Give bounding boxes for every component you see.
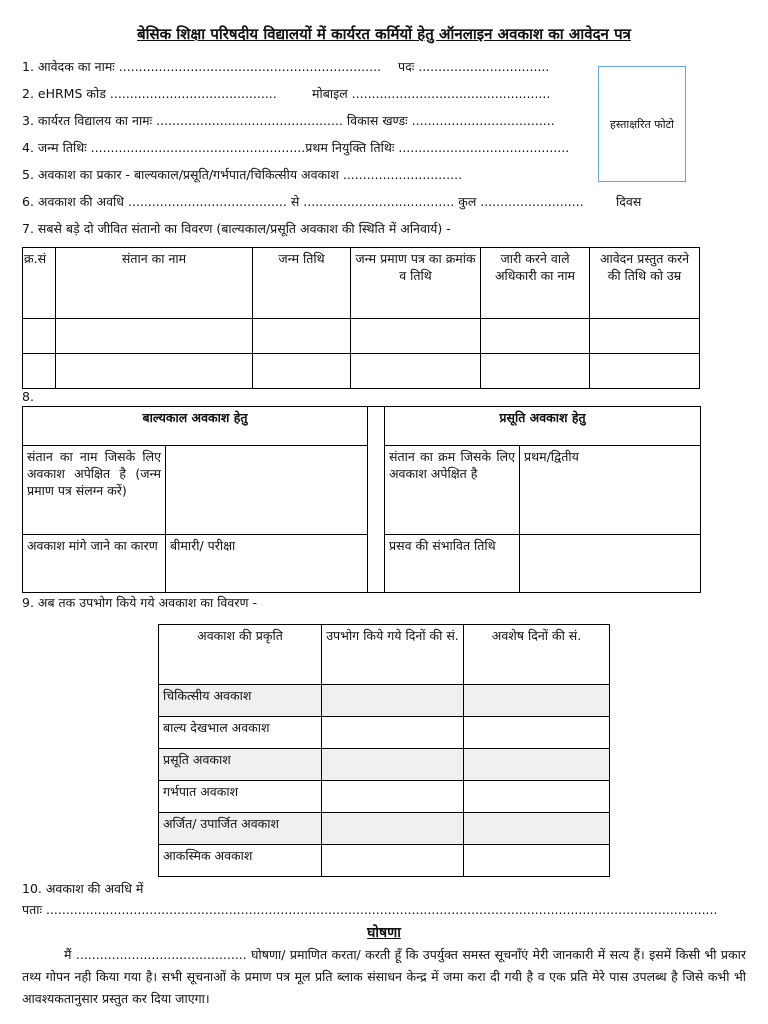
table-cell[interactable] <box>590 354 700 389</box>
table-row <box>159 813 610 845</box>
section-9-heading: 9. अब तक उपभोग किये गये अवकाश का विवरण - <box>22 595 257 610</box>
line-ehrms-code: 2. eHRMS कोड .......................................... <box>22 86 277 101</box>
line-leave-type: 5. अवकाश का प्रकार - बाल्यकाल/प्रसूति/गर्भपात/चिकित्सीय अवकाश .............................. <box>22 167 463 182</box>
children-table <box>22 247 700 389</box>
leave-balance-table <box>158 624 610 877</box>
leave-reason-value[interactable]: बीमारी/ परीक्षा <box>166 535 368 593</box>
leave-type-earned: अर्जित/ उपार्जित अवकाश <box>159 813 322 845</box>
child-name-value[interactable] <box>166 446 368 535</box>
table-cell[interactable] <box>464 749 610 781</box>
line-school-name: 3. कार्यरत विद्यालय का नामः ............................................... विकास खण्डः .................................... <box>22 113 555 128</box>
section-8-number: 8. <box>22 389 34 404</box>
table-cell[interactable] <box>351 319 481 354</box>
line-days: दिवस <box>616 194 642 209</box>
child-order-label: संतान का क्रम जिसके लिए अवकाश अपेक्षित है <box>385 446 520 535</box>
table-cell[interactable] <box>464 685 610 717</box>
col-header-age: आवेदन प्रस्तुत करने की तिथि को उम्र <box>590 248 700 319</box>
child-name-label: संतान का नाम जिसके लिए अवकाश अपेक्षित है (जन्म प्रमाण पत्र संलग्न करें) <box>23 446 166 535</box>
table-row <box>159 749 610 781</box>
table-cell[interactable] <box>56 319 253 354</box>
col-header-days-used: उपभोग किये गये दिनों की सं. <box>322 625 464 685</box>
table-cell[interactable] <box>351 354 481 389</box>
leave-type-miscarriage: गर्भपात अवकाश <box>159 781 322 813</box>
section-10-label: 10. अवकाश की अवधि में <box>22 881 144 896</box>
photo-box-label: हस्ताक्षरित फोटो <box>610 117 674 131</box>
declaration-title: घोषणा <box>367 925 401 941</box>
child-care-leave-header: बाल्यकाल अवकाश हेतु <box>23 407 368 446</box>
leave-type-child-care: बाल्य देखभाल अवकाश <box>159 717 322 749</box>
photo-box <box>598 66 686 182</box>
table-cell[interactable] <box>481 354 590 389</box>
table-cell[interactable] <box>322 749 464 781</box>
col-header-birth-date: जन्म तिथि <box>253 248 351 319</box>
table-cell[interactable] <box>322 781 464 813</box>
table-cell[interactable] <box>464 845 610 877</box>
table-cell[interactable] <box>464 781 610 813</box>
table-cell[interactable] <box>590 319 700 354</box>
table-row <box>23 354 700 389</box>
table-cell[interactable] <box>253 319 351 354</box>
line-children-details: 7. सबसे बड़े दो जीवित संतानो का विवरण (बाल्यकाल/प्रसूति अवकाश की स्थिति में अनिवार्य) - <box>22 221 451 236</box>
line-post: पदः ................................. <box>398 59 550 74</box>
table-cell[interactable] <box>322 845 464 877</box>
col-header-certificate: जन्म प्रमाण पत्र का क्रमांक व तिथि <box>351 248 481 319</box>
delivery-date-value[interactable] <box>520 535 701 593</box>
leave-type-maternity: प्रसूति अवकाश <box>159 749 322 781</box>
line-applicant-name: 1. आवेदक का नामः .................................................................. <box>22 59 382 74</box>
table-cell[interactable] <box>464 717 610 749</box>
table-cell[interactable] <box>23 354 56 389</box>
table-cell[interactable] <box>481 319 590 354</box>
col-header-days-remaining: अवशेष दिनों की सं. <box>464 625 610 685</box>
col-header-issuing-officer: जारी करने वाले अधिकारी का नाम <box>481 248 590 319</box>
declaration-text <box>22 944 746 1010</box>
section-8-table <box>22 406 701 593</box>
leave-type-casual: आकस्मिक अवकाश <box>159 845 322 877</box>
section-8-spacer <box>368 407 385 593</box>
line-mobile: मोबाइल .................................................. <box>312 86 551 101</box>
line-birth-date: 4. जन्म तिथिः ......................................................प्रथम नियुक्ति तिथिः ........................................... <box>22 140 570 155</box>
table-cell[interactable] <box>253 354 351 389</box>
table-cell[interactable] <box>464 813 610 845</box>
table-row <box>159 845 610 877</box>
maternity-leave-header: प्रसूति अवकाश हेतु <box>385 407 701 446</box>
address-line: पताः ......................................................................................................................................................................... <box>22 902 718 917</box>
table-cell[interactable] <box>23 319 56 354</box>
table-row <box>23 319 700 354</box>
col-header-child-name: संतान का नाम <box>56 248 253 319</box>
leave-reason-label: अवकाश मांगे जाने का कारण <box>23 535 166 593</box>
col-header-leave-nature: अवकाश की प्रकृति <box>159 625 322 685</box>
form-title: बेसिक शिक्षा परिषदीय विद्यालयों में कार्यरत कर्मियों हेतु ऑनलाइन अवकाश का आवेदन पत्र <box>137 25 631 43</box>
table-row <box>159 685 610 717</box>
line-leave-period: 6. अवकाश की अवधि ........................................ से ...................................... कुल .......................... <box>22 194 584 209</box>
leave-type-medical: चिकित्सीय अवकाश <box>159 685 322 717</box>
delivery-date-label: प्रसव की संभावित तिथि <box>385 535 520 593</box>
table-row <box>159 717 610 749</box>
table-cell[interactable] <box>56 354 253 389</box>
table-cell[interactable] <box>322 685 464 717</box>
table-cell[interactable] <box>322 717 464 749</box>
table-row <box>159 781 610 813</box>
col-header-serial: क्र.सं <box>23 248 56 319</box>
declaration-body: मैं ........................................... घोषणा/ प्रमाणित करता/ करती हूँ कि उपर्युक्त समस्त सूचनाँएं मेरी जानकारी में सत्य हैं। इसमें किसी भी प्रकार तथ्य गोपन नही किया गया है। सभी सूचनाओं के प्रमाण पत्र मूल प्रति ब्लाक संसाधन केन्द्र में जमा करा दी गयी है व एक प्रति मेरे पास उपलब्ध है जिसे कभी भी आवश्यकतानुसार प्रस्तुत कर दिया जाएगा। <box>22 947 746 1006</box>
table-cell[interactable] <box>322 813 464 845</box>
child-order-value[interactable]: प्रथम/द्वितीय <box>520 446 701 535</box>
